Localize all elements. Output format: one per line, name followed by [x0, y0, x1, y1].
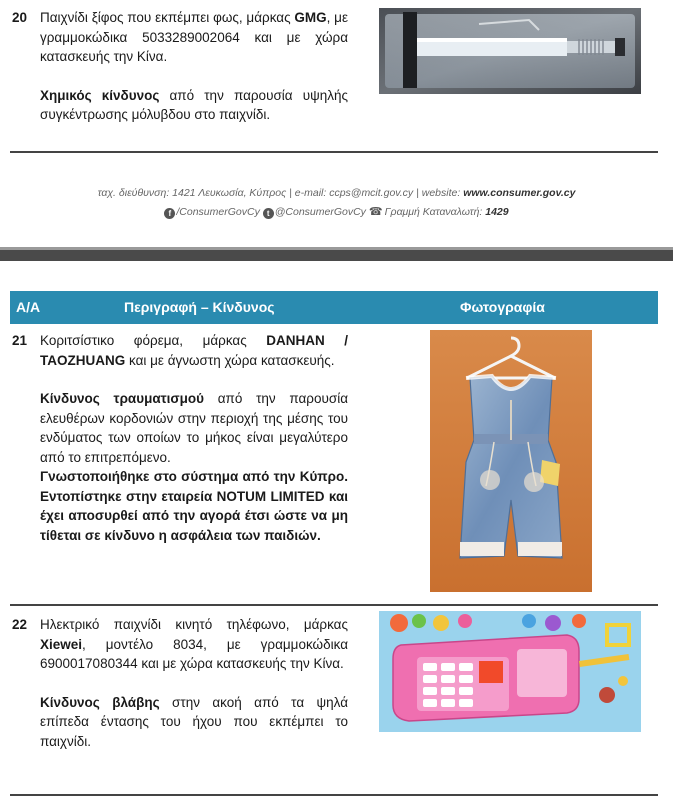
- item-22-hazard-title: Κίνδυνος βλάβης: [40, 694, 160, 710]
- item-22-product-text: Ηλεκτρικό παιχνίδι κινητό τηλέφωνο, μάρκας Xiewei, μοντέλο 8034, με γραμμοκώδικα 6900017080344 και με χώρα κατασκευής την Κίνα.: [40, 617, 348, 671]
- footer-hotline: 1429: [485, 206, 509, 218]
- footer-website-link[interactable]: www.consumer.gov.cy: [463, 187, 576, 199]
- item-21-number: 21: [12, 333, 28, 348]
- item-22-hazard-text: Κίνδυνος βλάβης στην ακοή από τα ψηλά επίπεδα έντασης του ήχου που εκπέμπει το παιχνίδι.: [40, 694, 349, 749]
- item-21-description: [40, 331, 348, 545]
- footer-facebook[interactable]: /ConsumerGovCy: [176, 206, 260, 218]
- item-21-bottom-rule: [10, 604, 658, 606]
- footer-email[interactable]: | e-mail: ccps@mcit.gov.cy |: [289, 187, 419, 199]
- toy-phone-image: [379, 611, 641, 732]
- header-description: Περιγραφή – Κίνδυνος: [124, 299, 275, 315]
- girls-dress-image: [430, 330, 592, 592]
- item-20-product-text: Παιχνίδι ξίφος που εκπέμπει φως, μάρκας GMG, με γραμμοκώδικα 5033289002064 και με χώρα κατασκευής την Κίνα.: [40, 10, 348, 64]
- item-20-number: 20: [12, 10, 28, 25]
- item-20-hazard-title: Χημικός κίνδυνος: [40, 87, 160, 103]
- item-22-brand: Xiewei: [40, 636, 83, 652]
- item-22-bottom-rule: [10, 794, 658, 796]
- footer-twitter[interactable]: @ConsumerGovCy: [274, 206, 366, 218]
- telephone-icon: ☎: [368, 206, 383, 218]
- header-number: Α/Α: [16, 299, 41, 315]
- page-separator: [0, 247, 673, 261]
- item-20-description: [40, 8, 348, 125]
- item-20-brand: GMG: [294, 10, 327, 25]
- footer-hotline-label: Γραμμή Καταναλωτή:: [384, 206, 483, 218]
- item-21-hazard-title: Κίνδυνος τραυματισμού: [40, 391, 205, 406]
- twitter-icon: t: [263, 208, 274, 219]
- item-22-photo: [379, 611, 641, 732]
- footer-social-line: [0, 205, 673, 219]
- item-20-hazard-text: Χημικός κίνδυνος από την παρουσία υψηλής συγκέντρωσης μόλυβδου στο παιχνίδι.: [40, 87, 348, 122]
- item-21-notice: Γνωστοποιήθηκε στο σύστημα από την Κύπρο. Εντοπίστηκε στην εταιρεία NOTUM LIMITED και έχει αποσυρθεί από την αγορά έτσι ώστε να μη τίθεται σε κίνδυνο η ασφάλεια των παιδιών.: [40, 469, 348, 543]
- facebook-icon: f: [164, 208, 175, 219]
- item-20-bottom-rule: [10, 151, 658, 153]
- item-22-number: 22: [12, 617, 28, 632]
- toy-sword-image: [379, 8, 641, 94]
- header-photo: Φωτογραφία: [460, 299, 545, 315]
- item-21-product-text: Κοριτσίστικο φόρεμα, μάρκας DANHAN / TAOZHUANG και με άγνωστη χώρα κατασκευής.: [40, 333, 348, 368]
- item-22-description: [40, 615, 348, 751]
- table-header: [10, 291, 658, 324]
- item-20-photo: [379, 8, 641, 94]
- item-21-photo: [430, 330, 592, 592]
- item-21-brand: DANHAN / TAOZHUANG: [40, 333, 348, 368]
- item-21-hazard-text: Κίνδυνος τραυματισμού από την παρουσία ελευθέρων κορδονιών στην περιοχή της μέσης του ενδύματος των οποίων το μήκος είναι μεγαλύτερο από το επιτρεπόμενο.: [40, 391, 349, 465]
- footer-address: ταχ. διεύθυνση: 1421 Λευκωσία, Κύπρος: [97, 187, 287, 199]
- footer-contact-line: ταχ. διεύθυνση: 1421 Λευκωσία, Κύπρος | e-mail: ccps@mcit.gov.cy | website: www.consumer.gov.cy: [97, 187, 576, 199]
